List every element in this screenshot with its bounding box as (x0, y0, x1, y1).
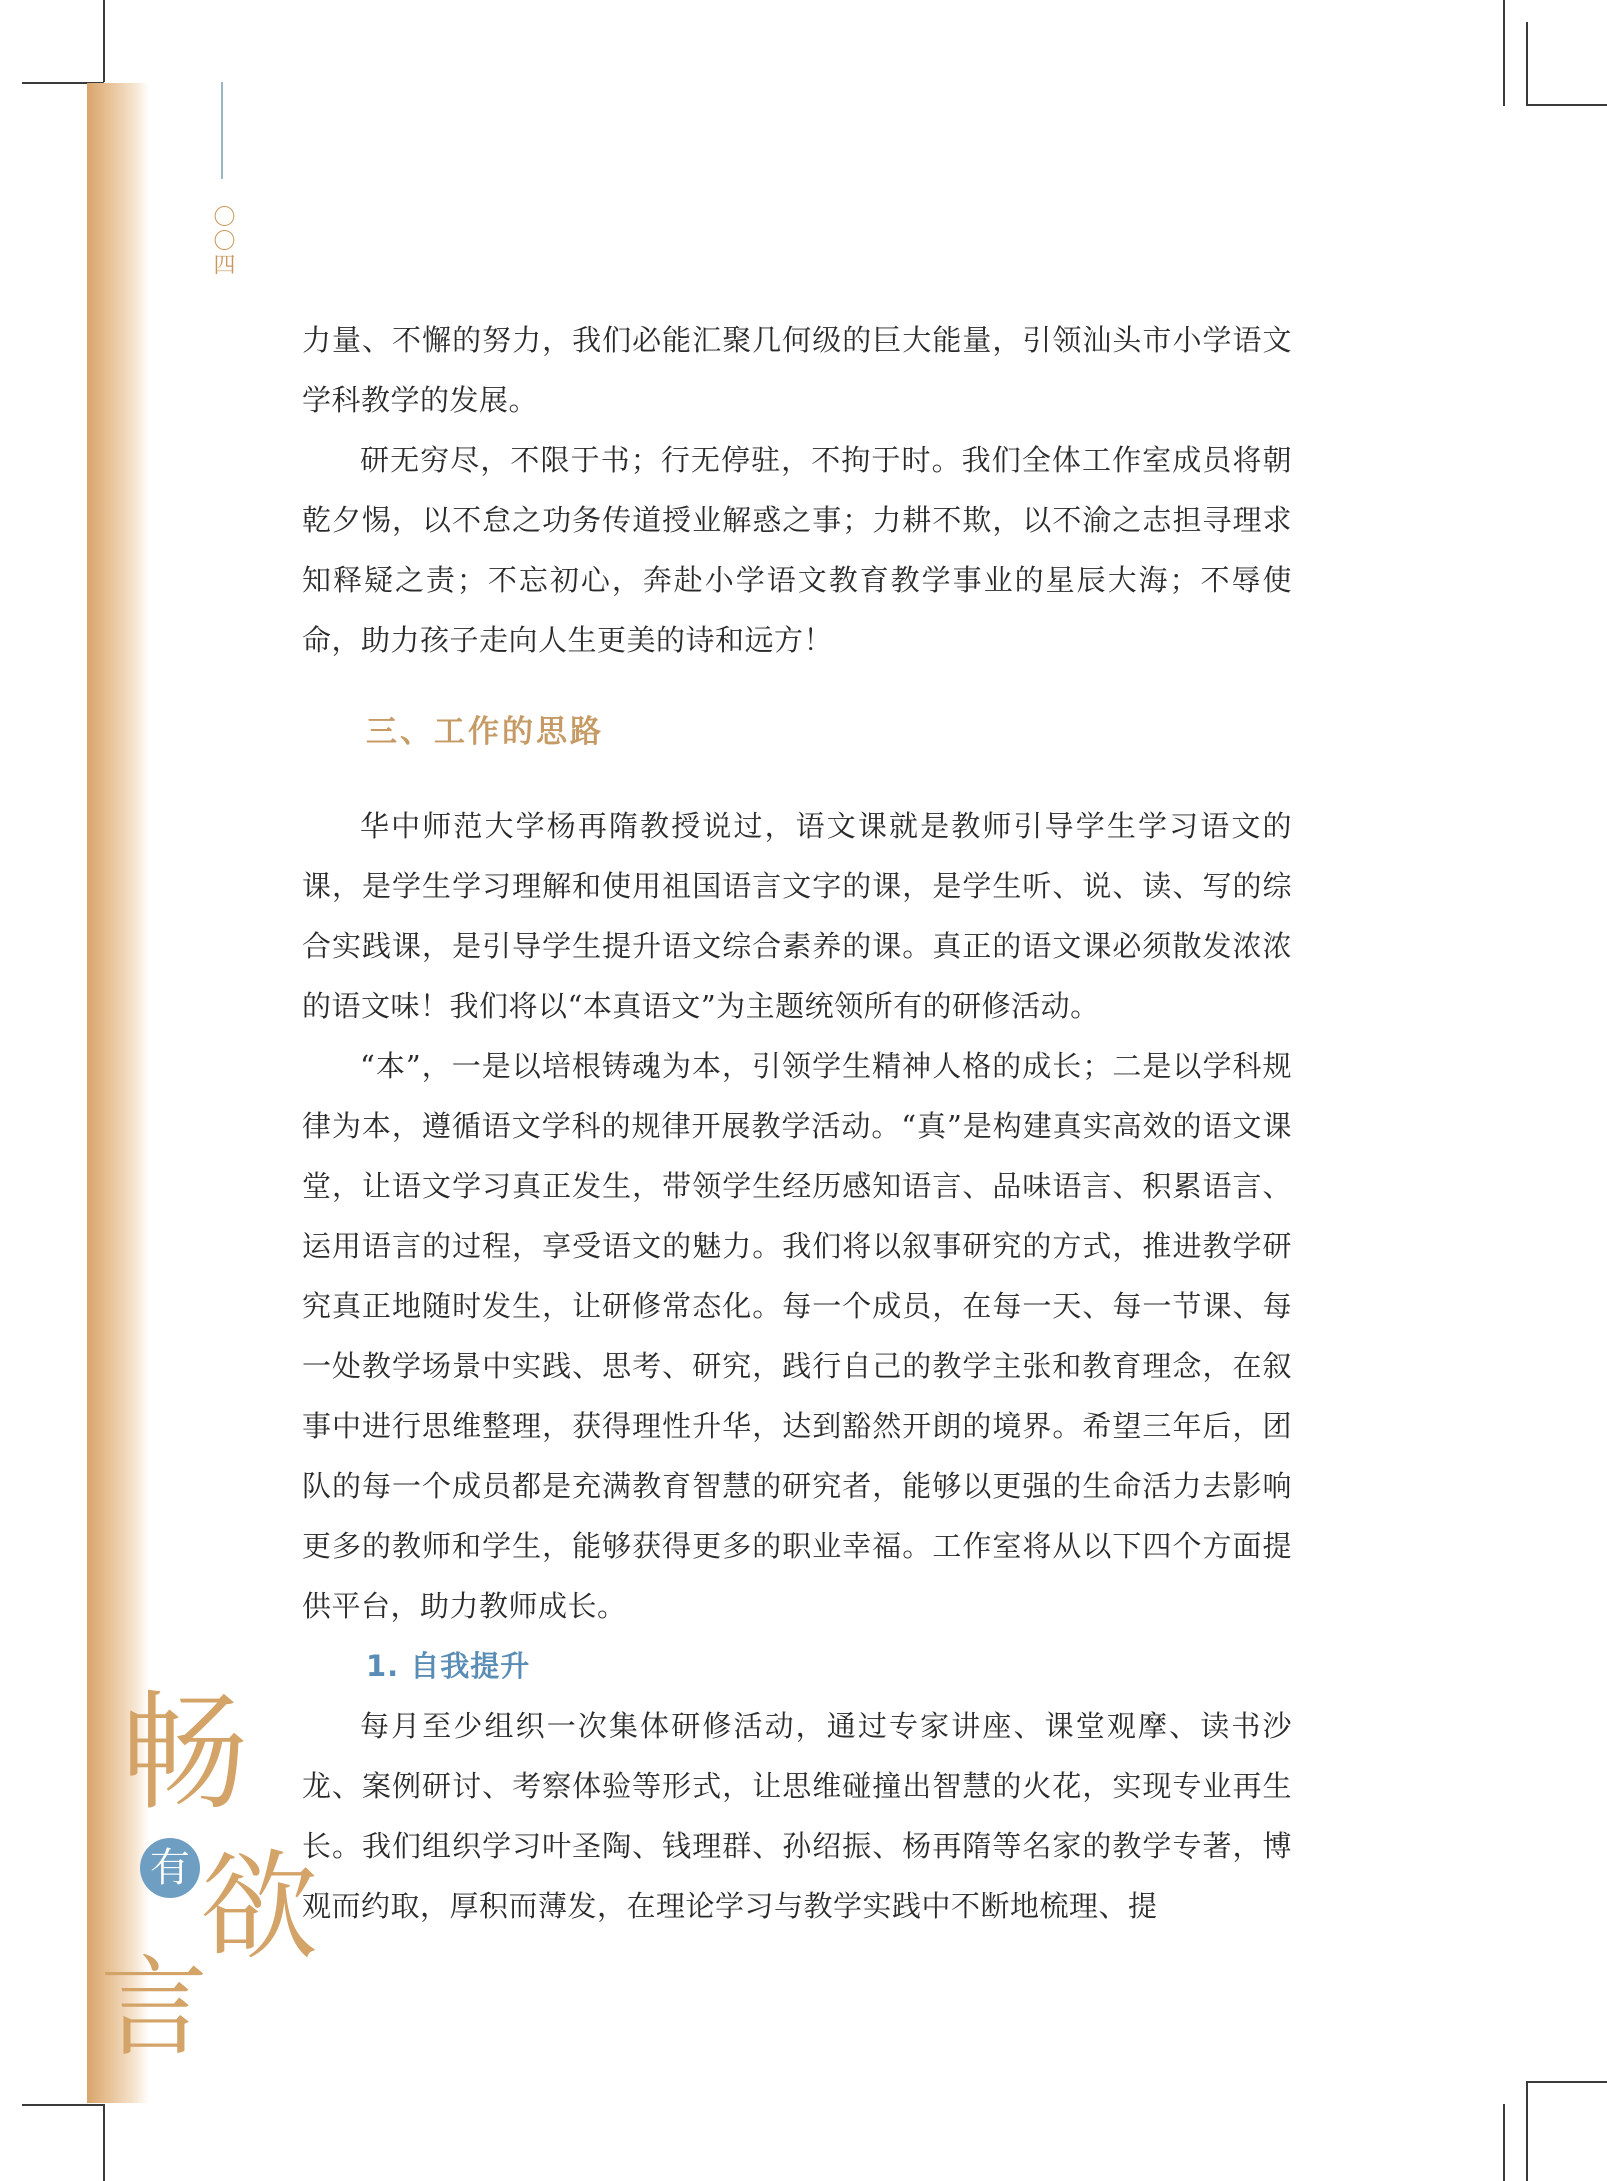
paragraph-1: 力量、不懈的努力，我们必能汇聚几何级的巨大能量，引领汕头市小学语文学科教学的发展。 (302, 323, 1292, 417)
section-heading: 三、工作的思路 (366, 714, 604, 750)
crop-mark-tl-v (103, 0, 105, 82)
page-number-rule (221, 82, 223, 179)
body-text (302, 310, 1292, 1936)
logo-char-4: 言 (100, 1946, 209, 2071)
logo-char-2: 有 (150, 1845, 190, 1891)
paragraph-5: 每月至少组织一次集体研修活动，通过专家讲座、课堂观摩、读书沙龙、案例研讨、考察体验等形式，让思维碰撞出智慧的火花，实现专业再生长。我们组织学习叶圣陶、钱理群、孙绍振、杨再隋等名家的教学专著，博观而约取，厚积而薄发，在理论学习与教学实践中不断地梳理、提 (302, 1709, 1292, 1923)
sub-heading: 1. 自我提升 (366, 1649, 531, 1683)
crop-mark-br-v2 (1503, 2104, 1505, 2181)
logo-char-3: 欲 (200, 1838, 319, 1976)
crop-mark-tr-v2 (1526, 22, 1528, 106)
page-number: 〇〇四 (210, 205, 235, 277)
crop-mark-bl-v (103, 2104, 105, 2181)
paragraph-2: 研无穷尽，不限于书；行无停驻，不拘于时。我们全体工作室成员将朝乾夕惕，以不怠之功务传道授业解惑之事；力耕不欺，以不渝之志担寻理求知释疑之责；不忘初心，奔赴小学语文教育教学事业的星辰大海；不辱使命，助力孩子走向人生更美的诗和远方！ (302, 443, 1292, 657)
logo-char-1: 畅 (120, 1679, 249, 1828)
paragraph-4: “本”，一是以培根铸魂为本，引领学生精神人格的成长；二是以学科规律为本，遵循语文学科的规律开展教学活动。“真”是构建真实高效的语文课堂，让语文学习真正发生，带领学生经历感知语言、品味语言、积累语言、运用语言的过程，享受语文的魅力。我们将以叙事研究的方式，推进教学研究真正地随时发生，让研修常态化。每一个成员，在每一天、每一节课、每一处教学场景中实践、思考、研究，践行自己的教学主张和教育理念，在叙事中进行思维整理，获得理性升华，达到豁然开朗的境界。希望三年后，团队的每一个成员都是充满教育智慧的研究者，能够以更强的生命活力去影响更多的教师和学生，能够获得更多的职业幸福。工作室将从以下四个方面提供平台，助力教师成长。 (302, 1049, 1292, 1623)
book-title-logo (90, 1679, 320, 2090)
paragraph-3: 华中师范大学杨再隋教授说过，语文课就是教师引导学生学习语文的课，是学生学习理解和使用祖国语言文字的课，是学生听、说、读、写的综合实践课，是引导学生提升语文综合素养的课。真正的语文课必须散发浓浓的语文味！我们将以“本真语文”为主题统领所有的研修活动。 (302, 809, 1292, 1023)
crop-mark-bl-h (22, 2104, 104, 2106)
crop-mark-tr-h (1526, 104, 1607, 106)
crop-mark-tr-v (1503, 0, 1505, 106)
crop-mark-br-v (1526, 2081, 1528, 2181)
crop-mark-br-h (1526, 2081, 1607, 2083)
